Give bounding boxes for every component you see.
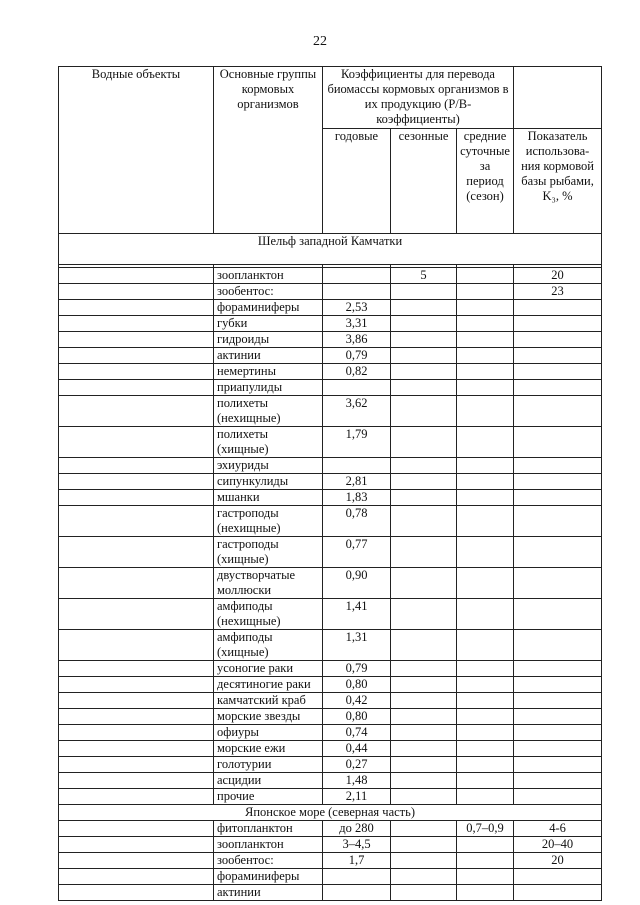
annual-cell: 3,86 xyxy=(323,332,391,348)
seasonal-cell xyxy=(391,348,457,364)
index-cell xyxy=(514,380,602,396)
header-food-groups: Основные группы кормовых организмов xyxy=(214,67,323,234)
seasonal-cell xyxy=(391,490,457,506)
seasonal-cell xyxy=(391,837,457,853)
group-cell: гидроиды xyxy=(214,332,323,348)
index-cell xyxy=(514,568,602,599)
table-row xyxy=(59,885,602,901)
header-empty-top xyxy=(514,67,602,129)
annual-cell: 0,80 xyxy=(323,709,391,725)
daily-cell xyxy=(457,757,514,773)
water-body-cell xyxy=(59,316,214,332)
group-cell: актинии xyxy=(214,348,323,364)
index-cell xyxy=(514,789,602,805)
section-title: Японское море (северная часть) xyxy=(59,805,602,821)
table-row xyxy=(59,427,602,458)
annual-cell: 1,83 xyxy=(323,490,391,506)
seasonal-cell xyxy=(391,725,457,741)
daily-cell xyxy=(457,427,514,458)
seasonal-cell xyxy=(391,741,457,757)
index-cell: 20 xyxy=(514,268,602,284)
seasonal-cell xyxy=(391,789,457,805)
daily-cell xyxy=(457,869,514,885)
group-cell: зоопланктон xyxy=(214,268,323,284)
header-pb-coefficients: Коэффициенты для перевода биомассы кормовых организмов в их продукцию (Р/В-коэффициенты) xyxy=(323,67,514,129)
water-body-cell xyxy=(59,821,214,837)
group-cell: полихеты (нехищные) xyxy=(214,396,323,427)
group-cell: полихеты (хищные) xyxy=(214,427,323,458)
index-cell xyxy=(514,725,602,741)
group-cell: десятиногие раки xyxy=(214,677,323,693)
water-body-cell xyxy=(59,537,214,568)
index-cell xyxy=(514,316,602,332)
index-cell xyxy=(514,693,602,709)
annual-cell xyxy=(323,458,391,474)
seasonal-cell xyxy=(391,364,457,380)
table-row xyxy=(59,348,602,364)
annual-cell: 0,42 xyxy=(323,693,391,709)
daily-cell xyxy=(457,458,514,474)
group-cell: амфиподы (хищные) xyxy=(214,630,323,661)
daily-cell xyxy=(457,332,514,348)
water-body-cell xyxy=(59,741,214,757)
seasonal-cell xyxy=(391,693,457,709)
daily-cell xyxy=(457,693,514,709)
seasonal-cell xyxy=(391,300,457,316)
seasonal-cell xyxy=(391,630,457,661)
annual-cell: 0,90 xyxy=(323,568,391,599)
index-cell: 20 xyxy=(514,853,602,869)
table-row xyxy=(59,725,602,741)
annual-cell: 0,78 xyxy=(323,506,391,537)
table-row xyxy=(59,709,602,725)
daily-cell xyxy=(457,789,514,805)
water-body-cell xyxy=(59,885,214,901)
daily-cell xyxy=(457,396,514,427)
water-body-cell xyxy=(59,568,214,599)
index-cell xyxy=(514,869,602,885)
annual-cell: 0,79 xyxy=(323,661,391,677)
header-index: Показатель использова-ния кормовой базы рыбами, K₃, % xyxy=(514,129,602,234)
seasonal-cell xyxy=(391,709,457,725)
group-cell: морские ежи xyxy=(214,741,323,757)
water-body-cell xyxy=(59,364,214,380)
water-body-cell xyxy=(59,268,214,284)
index-cell: 20–40 xyxy=(514,837,602,853)
water-body-cell xyxy=(59,773,214,789)
group-cell: прочие xyxy=(214,789,323,805)
table-row xyxy=(59,506,602,537)
group-cell: зоопланктон xyxy=(214,837,323,853)
group-cell: двустворчатые моллюски xyxy=(214,568,323,599)
table-row xyxy=(59,630,602,661)
seasonal-cell xyxy=(391,853,457,869)
group-cell: асцидии xyxy=(214,773,323,789)
annual-cell: 0,80 xyxy=(323,677,391,693)
seasonal-cell xyxy=(391,677,457,693)
water-body-cell xyxy=(59,869,214,885)
group-cell: гастроподы (нехищные) xyxy=(214,506,323,537)
table-row xyxy=(59,332,602,348)
annual-cell: 0,74 xyxy=(323,725,391,741)
table-row xyxy=(59,458,602,474)
index-cell xyxy=(514,885,602,901)
table-row xyxy=(59,568,602,599)
group-cell: амфиподы (нехищные) xyxy=(214,599,323,630)
seasonal-cell xyxy=(391,506,457,537)
annual-cell: 1,79 xyxy=(323,427,391,458)
group-cell: зообентос: xyxy=(214,853,323,869)
header-annual: годовые xyxy=(323,129,391,234)
seasonal-cell xyxy=(391,474,457,490)
group-cell: морские звезды xyxy=(214,709,323,725)
table-row xyxy=(59,537,602,568)
table-row xyxy=(59,474,602,490)
table-row xyxy=(59,789,602,805)
annual-cell: до 280 xyxy=(323,821,391,837)
annual-cell: 3,31 xyxy=(323,316,391,332)
water-body-cell xyxy=(59,506,214,537)
index-cell xyxy=(514,474,602,490)
header-seasonal: сезонные xyxy=(391,129,457,234)
daily-cell xyxy=(457,490,514,506)
seasonal-cell xyxy=(391,316,457,332)
table-row xyxy=(59,693,602,709)
table-row xyxy=(59,741,602,757)
water-body-cell xyxy=(59,396,214,427)
table-row xyxy=(59,821,602,837)
daily-cell xyxy=(457,837,514,853)
index-cell xyxy=(514,537,602,568)
group-cell: фораминиферы xyxy=(214,300,323,316)
water-body-cell xyxy=(59,709,214,725)
group-cell: голотурии xyxy=(214,757,323,773)
group-cell: усоногие раки xyxy=(214,661,323,677)
daily-cell xyxy=(457,316,514,332)
group-cell: сипункулиды xyxy=(214,474,323,490)
daily-cell xyxy=(457,885,514,901)
index-cell xyxy=(514,348,602,364)
index-cell xyxy=(514,506,602,537)
index-cell xyxy=(514,757,602,773)
table-row xyxy=(59,316,602,332)
index-cell xyxy=(514,427,602,458)
daily-cell xyxy=(457,568,514,599)
water-body-cell xyxy=(59,853,214,869)
table-row xyxy=(59,677,602,693)
table-row xyxy=(59,284,602,300)
seasonal-cell xyxy=(391,332,457,348)
index-cell xyxy=(514,458,602,474)
annual-cell: 1,41 xyxy=(323,599,391,630)
header-water-bodies: Водные объекты xyxy=(59,67,214,234)
index-cell: 4-6 xyxy=(514,821,602,837)
group-cell: мшанки xyxy=(214,490,323,506)
water-body-cell xyxy=(59,599,214,630)
annual-cell: 1,7 xyxy=(323,853,391,869)
header-daily: средние суточные за период (сезон) xyxy=(457,129,514,234)
water-body-cell xyxy=(59,725,214,741)
annual-cell: 3–4,5 xyxy=(323,837,391,853)
section-title: Шельф западной Камчатки xyxy=(59,234,602,265)
daily-cell xyxy=(457,599,514,630)
page-number: 22 xyxy=(313,34,327,49)
index-cell xyxy=(514,300,602,316)
seasonal-cell xyxy=(391,396,457,427)
annual-cell xyxy=(323,284,391,300)
table-row xyxy=(59,396,602,427)
index-cell xyxy=(514,773,602,789)
index-cell xyxy=(514,490,602,506)
daily-cell xyxy=(457,364,514,380)
daily-cell xyxy=(457,773,514,789)
index-cell xyxy=(514,364,602,380)
annual-cell: 2,53 xyxy=(323,300,391,316)
index-cell xyxy=(514,332,602,348)
table-row xyxy=(59,661,602,677)
seasonal-cell xyxy=(391,568,457,599)
annual-cell xyxy=(323,380,391,396)
daily-cell xyxy=(457,661,514,677)
water-body-cell xyxy=(59,380,214,396)
seasonal-cell xyxy=(391,773,457,789)
water-body-cell xyxy=(59,284,214,300)
water-body-cell xyxy=(59,332,214,348)
annual-cell: 1,48 xyxy=(323,773,391,789)
index-cell xyxy=(514,709,602,725)
group-cell: фитопланктон xyxy=(214,821,323,837)
water-body-cell xyxy=(59,677,214,693)
water-body-cell xyxy=(59,348,214,364)
index-cell xyxy=(514,630,602,661)
group-cell: гастроподы (хищные) xyxy=(214,537,323,568)
seasonal-cell xyxy=(391,757,457,773)
daily-cell xyxy=(457,300,514,316)
water-body-cell xyxy=(59,757,214,773)
annual-cell: 0,77 xyxy=(323,537,391,568)
pb-coefficients-table xyxy=(58,66,602,901)
seasonal-cell xyxy=(391,885,457,901)
group-cell: зообентос: xyxy=(214,284,323,300)
group-cell: немертины xyxy=(214,364,323,380)
seasonal-cell: 5 xyxy=(391,268,457,284)
water-body-cell xyxy=(59,474,214,490)
index-cell xyxy=(514,677,602,693)
daily-cell xyxy=(457,709,514,725)
daily-cell xyxy=(457,474,514,490)
index-cell xyxy=(514,741,602,757)
annual-cell: 2,81 xyxy=(323,474,391,490)
seasonal-cell xyxy=(391,599,457,630)
table-row xyxy=(59,757,602,773)
annual-cell xyxy=(323,268,391,284)
group-cell: офиуры xyxy=(214,725,323,741)
water-body-cell xyxy=(59,300,214,316)
seasonal-cell xyxy=(391,284,457,300)
daily-cell xyxy=(457,380,514,396)
water-body-cell xyxy=(59,837,214,853)
seasonal-cell xyxy=(391,537,457,568)
seasonal-cell xyxy=(391,821,457,837)
annual-cell: 0,79 xyxy=(323,348,391,364)
table-row xyxy=(59,364,602,380)
daily-cell xyxy=(457,741,514,757)
annual-cell: 2,11 xyxy=(323,789,391,805)
table-row xyxy=(59,599,602,630)
table-row xyxy=(59,380,602,396)
water-body-cell xyxy=(59,427,214,458)
table-row xyxy=(59,837,602,853)
daily-cell xyxy=(457,677,514,693)
table-row xyxy=(59,773,602,789)
seasonal-cell xyxy=(391,427,457,458)
annual-cell: 1,31 xyxy=(323,630,391,661)
group-cell: актинии xyxy=(214,885,323,901)
daily-cell xyxy=(457,537,514,568)
table-row xyxy=(59,490,602,506)
water-body-cell xyxy=(59,789,214,805)
seasonal-cell xyxy=(391,380,457,396)
annual-cell: 0,27 xyxy=(323,757,391,773)
index-cell: 23 xyxy=(514,284,602,300)
index-cell xyxy=(514,396,602,427)
annual-cell: 3,62 xyxy=(323,396,391,427)
water-body-cell xyxy=(59,630,214,661)
annual-cell xyxy=(323,869,391,885)
group-cell: приапулиды xyxy=(214,380,323,396)
daily-cell xyxy=(457,268,514,284)
water-body-cell xyxy=(59,490,214,506)
group-cell: камчатский краб xyxy=(214,693,323,709)
group-cell: эхиуриды xyxy=(214,458,323,474)
table-row xyxy=(59,869,602,885)
group-cell: фораминиферы xyxy=(214,869,323,885)
water-body-cell xyxy=(59,661,214,677)
table-row xyxy=(59,300,602,316)
annual-cell xyxy=(323,885,391,901)
daily-cell xyxy=(457,284,514,300)
table-row xyxy=(59,268,602,284)
annual-cell: 0,44 xyxy=(323,741,391,757)
group-cell: губки xyxy=(214,316,323,332)
daily-cell xyxy=(457,853,514,869)
daily-cell xyxy=(457,630,514,661)
index-cell xyxy=(514,599,602,630)
seasonal-cell xyxy=(391,869,457,885)
daily-cell xyxy=(457,725,514,741)
seasonal-cell xyxy=(391,661,457,677)
water-body-cell xyxy=(59,458,214,474)
water-body-cell xyxy=(59,693,214,709)
index-cell xyxy=(514,661,602,677)
daily-cell xyxy=(457,506,514,537)
seasonal-cell xyxy=(391,458,457,474)
daily-cell xyxy=(457,348,514,364)
daily-cell: 0,7–0,9 xyxy=(457,821,514,837)
table-row xyxy=(59,853,602,869)
annual-cell: 0,82 xyxy=(323,364,391,380)
